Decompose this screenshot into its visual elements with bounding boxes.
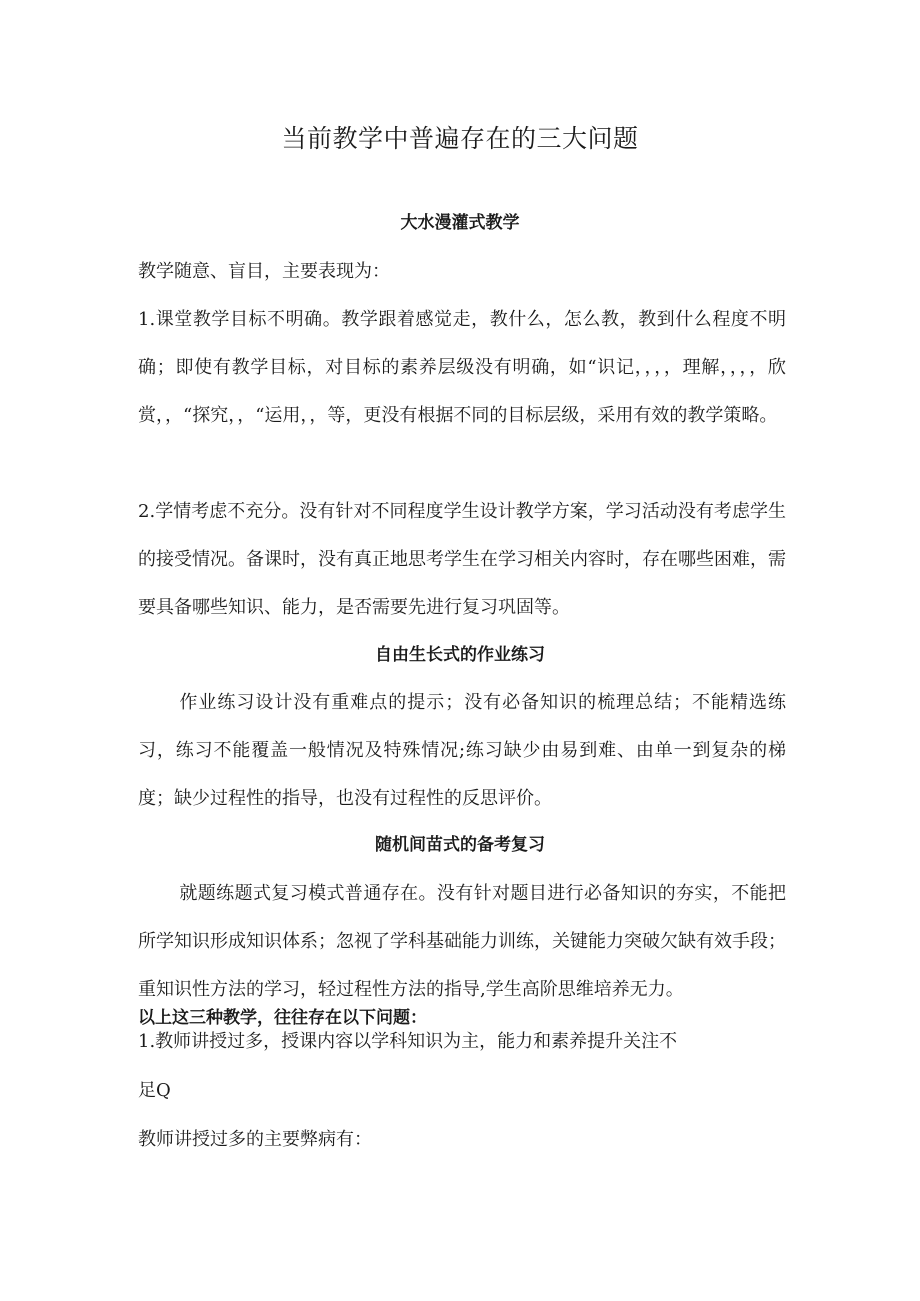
summary-drawbacks: 教师讲授过多的主要弊病有：: [138, 1129, 372, 1150]
section-heading-2: 自由生长式的作业练习: [375, 645, 545, 665]
section2-body: 作业练习设计没有重难点的提示；没有必备知识的梳理总结；不能精选练习，练习不能覆盖一般情况及特殊情况;练习缺少由易到难、由单一到复杂的梯度；缺少过程性的指导，也没有过程性的反思评价。: [138, 692, 786, 809]
summary-item-1-line2: 足Q: [138, 1080, 171, 1101]
section-heading-3: 随机间苗式的备考复习: [375, 835, 545, 855]
page-title: 当前教学中普遍存在的三大问题: [281, 124, 639, 153]
section1-intro: 教学随意、盲目，主要表现为：: [138, 261, 390, 282]
section3-body: 就题练题式复习模式普通存在。没有针对题目进行必备知识的夯实，不能把所学知识形成知识体系；忽视了学科基础能力训练，关键能力突破欠缺有效手段；重知识性方法的学习，轻过程性方法的指导,学生高阶思维培养无力。: [138, 883, 786, 1000]
summary-item-1-line1: 1.教师讲授过多，授课内容以学科知识为主，能力和素养提升关注不: [138, 1031, 678, 1052]
section-heading-1: 大水漫灌式教学: [400, 213, 520, 233]
summary-lead: 以上这三种教学，往往存在以下问题：: [138, 1008, 427, 1028]
section1-item-1: 1.课堂教学目标不明确。教学跟着感觉走，教什么，怎么教，教到什么程度不明确；即使有教学目标，对目标的素养层级没有明确，如“识记，，，，理解，，，，欣赏，，“探究，，“运用，，等，更没有根据不同的目标层级，采用有效的教学策略。: [138, 309, 786, 426]
section1-item-2: 2.学情考虑不充分。没有针对不同程度学生设计教学方案，学习活动没有考虑学生的接受情况。备课时，没有真正地思考学生在学习相关内容时，存在哪些困难，需要具备哪些知识、能力，是否需要先进行复习巩固等。: [138, 501, 786, 618]
